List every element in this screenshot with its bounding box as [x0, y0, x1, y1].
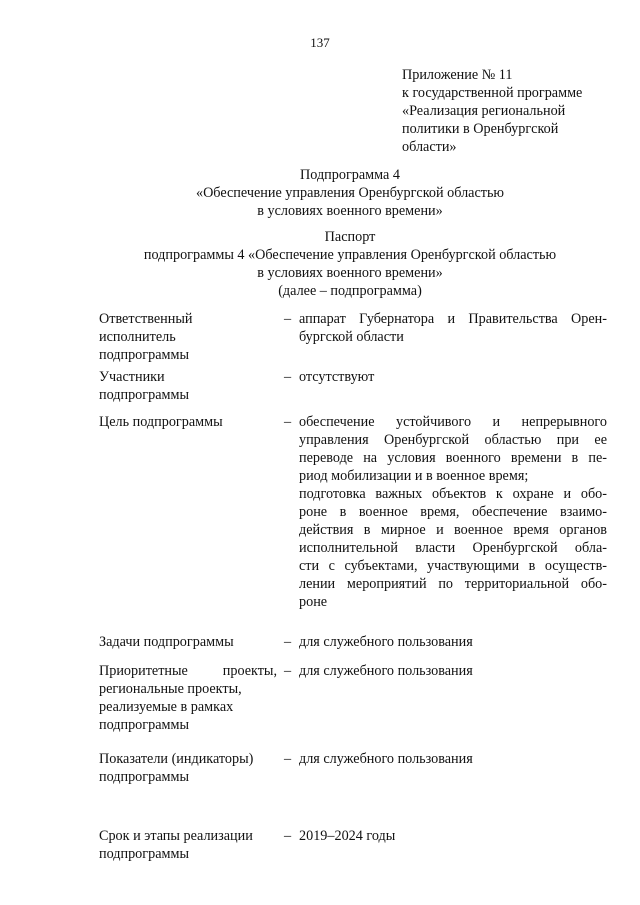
label-line: Участники	[99, 369, 165, 385]
label-line: Ответственный	[99, 311, 193, 327]
passport-row-label	[99, 827, 277, 863]
row-dash: –	[284, 311, 292, 327]
value-line: для служебного пользования	[299, 751, 473, 767]
label-line: подпрограммы	[99, 846, 189, 862]
label-line: региональные проекты,	[99, 681, 242, 697]
label-line: Показатели (индикаторы)	[99, 751, 254, 767]
value-line: роне	[299, 594, 328, 610]
appendix-line: «Реализация региональной	[402, 103, 566, 119]
value-line: обеспечение устойчивого и непрерывного	[299, 414, 607, 430]
row-dash: –	[284, 828, 292, 844]
appendix-line: области»	[402, 139, 457, 155]
value-line: бургской области	[299, 329, 404, 345]
label-line: подпрограммы	[99, 387, 189, 403]
value-line: 2019–2024 годы	[299, 828, 396, 844]
appendix-line: политики в Оренбургской	[402, 121, 559, 137]
label-line: Цель подпрограммы	[99, 414, 223, 430]
label-line: исполнитель	[99, 329, 176, 345]
passport-row-value	[299, 662, 607, 680]
row-dash: –	[284, 634, 292, 650]
passport-row-label	[99, 750, 277, 786]
subprogram-title-line: в условиях военного времени»	[257, 203, 443, 219]
label-line: Приоритетные проекты,	[99, 663, 277, 679]
passport-row-value	[299, 413, 607, 611]
value-line: исполнительной власти Оренбургской обла-	[299, 540, 607, 556]
passport-row-label	[99, 413, 277, 431]
label-line: Срок и этапы реализации	[99, 828, 253, 844]
appendix-line: Приложение № 11	[402, 67, 513, 83]
row-dash: –	[284, 751, 292, 767]
passport-title-line: (далее – подпрограмма)	[278, 283, 422, 299]
value-line: роне в военное время, обеспечение взаимо-	[299, 504, 607, 520]
value-line: переводе на условия военного времени в пе-	[299, 450, 607, 466]
value-line: аппарат Губернатора и Правительства Орен-	[299, 311, 607, 327]
appendix-line: к государственной программе	[402, 85, 583, 101]
passport-title-line: в условиях военного времени»	[257, 265, 443, 281]
subprogram-title-line: «Обеспечение управления Оренбургской областью	[195, 185, 505, 201]
passport-row-value	[299, 827, 607, 845]
passport-row-label	[99, 633, 277, 651]
row-dash: –	[284, 414, 292, 430]
label-line: реализуемые в рамках	[99, 699, 234, 715]
label-line: подпрограммы	[99, 347, 189, 363]
value-line: подготовка важных объектов к охране и обо-	[299, 486, 607, 502]
value-line: для служебного пользования	[299, 663, 473, 679]
passport-title-line: подпрограммы 4 «Обеспечение управления Оренбургской областью	[143, 247, 557, 263]
value-line: сти с субъектами, участвующими в осуществ-	[299, 558, 607, 574]
value-line: действия в мирное и военное время органов	[299, 522, 607, 538]
row-dash: –	[284, 369, 292, 385]
value-line: отсутствуют	[299, 369, 375, 385]
label-line: подпрограммы	[99, 717, 189, 733]
label-line: подпрограммы	[99, 769, 189, 785]
value-line: риод мобилизации и в военное время;	[299, 468, 529, 484]
passport-row-label	[99, 368, 277, 404]
appendix-header	[402, 66, 627, 156]
value-line: лении мероприятий по территориальной обо-	[299, 576, 607, 592]
passport-title-line: Паспорт	[324, 229, 376, 245]
subprogram-title-line: Подпрограмма 4	[300, 167, 400, 183]
passport-row-label	[99, 662, 277, 734]
value-line: управления Оренбургской областью при ее	[299, 432, 607, 448]
subprogram-title	[90, 166, 610, 220]
passport-row-value	[299, 633, 607, 651]
value-line: для служебного пользования	[299, 634, 473, 650]
passport-title	[90, 228, 610, 300]
passport-row-value	[299, 310, 607, 346]
passport-row-value	[299, 368, 607, 386]
label-line: Задачи подпрограммы	[99, 634, 234, 650]
page-number: 137	[310, 35, 330, 50]
passport-row-value	[299, 750, 607, 768]
row-dash: –	[284, 663, 292, 679]
passport-row-label	[99, 310, 277, 364]
